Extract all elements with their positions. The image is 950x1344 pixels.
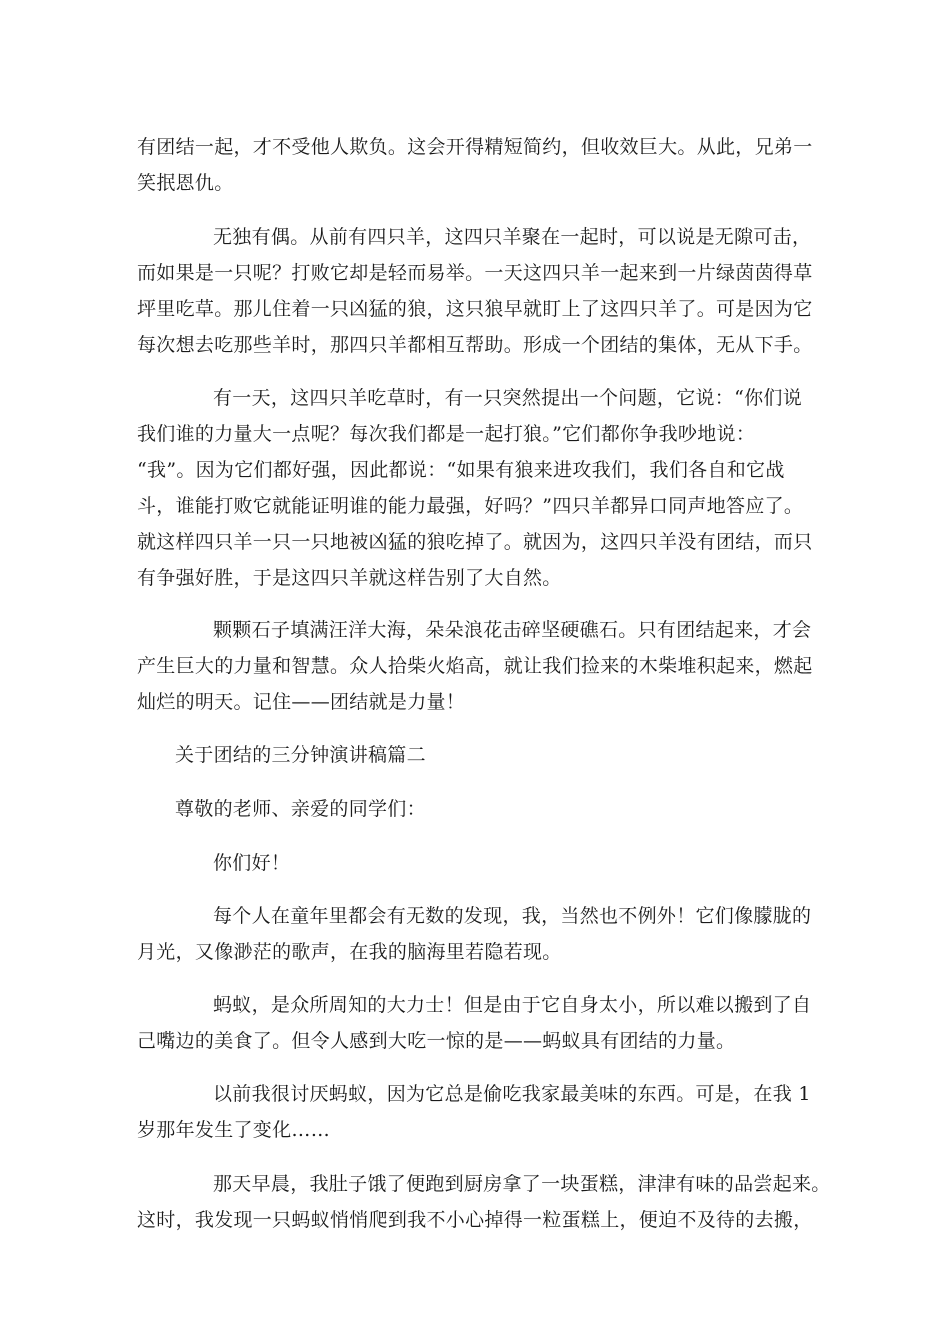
text-line: 有争强好胜，于是这四只羊就这样告别了大自然。 (137, 567, 562, 589)
salutation: 尊敬的老师、亲爱的同学们： (175, 798, 426, 820)
text-line: 无独有偶。从前有四只羊，这四只羊聚在一起时，可以说是无隙可击， (213, 226, 812, 248)
text-line: 这时，我发现一只蚂蚁悄悄爬到我不小心掉得一粒蛋糕上，便迫不及待的去搬， (137, 1209, 813, 1231)
text-line: 灿烂的明天。记住——团结就是力量！ (137, 691, 466, 713)
text-line: 每个人在童年里都会有无数的发现，我，当然也不例外！它们像朦胧的 (213, 905, 812, 927)
text-line: 月光，又像渺茫的歌声，在我的脑海里若隐若现。 (137, 941, 562, 963)
text-line: 就这样四只羊一只一只地被凶猛的狼吃掉了。就因为，这四只羊没有团结，而只 (137, 531, 813, 553)
text-line: 每次想去吃那些羊时，那四只羊都相互帮助。形成一个团结的集体，无从下手。 (137, 334, 813, 356)
text-line: 蚂蚁，是众所周知的大力士！但是由于它自身太小，所以难以搬到了自 (213, 994, 812, 1016)
text-line: 岁那年发生了变化…… (137, 1119, 331, 1141)
text-line: 而如果是一只呢？打败它却是轻而易举。一天这四只羊一起来到一片绿茵茵得草 (137, 262, 813, 284)
section-heading: 关于团结的三分钟演讲稿篇二 (175, 744, 426, 766)
text-line: 笑抿恩仇。 (137, 172, 234, 194)
text-line: “我”。因为它们都好强，因此都说：“如果有狼来进攻我们，我们各自和它战 (137, 459, 785, 481)
text-line: 以前我很讨厌蚂蚁，因为它总是偷吃我家最美味的东西。可是，在我 1 (213, 1083, 811, 1105)
text-line: 颗颗石子填满汪洋大海，朵朵浪花击碎坚硬礁石。只有团结起来，才会 (213, 619, 812, 641)
text-line: 坪里吃草。那儿住着一只凶猛的狼，这只狼早就盯上了这四只羊了。可是因为它 (137, 298, 813, 320)
text-line: 那天早晨，我肚子饿了便跑到厨房拿了一块蛋糕，津津有味的品尝起来。 (213, 1173, 831, 1195)
text-line: 有一天，这四只羊吃草时，有一只突然提出一个问题，它说：“你们说 (213, 387, 803, 409)
text-line: 斗，谁能打败它就能证明谁的能力最强，好吗？”四只羊都异口同声地答应了。 (137, 495, 804, 517)
text-line: 产生巨大的力量和智慧。众人拾柴火焰高，就让我们捡来的木柴堆积起来，燃起 (137, 655, 813, 677)
greeting: 你们好！ (213, 852, 291, 874)
text-line: 我们谁的力量大一点呢？每次我们都是一起打狼。”它们都你争我吵地说： (137, 423, 756, 445)
text-line: 有团结一起，才不受他人欺负。这会开得精短简约，但收效巨大。从此，兄弟一 (137, 136, 813, 158)
text-line: 己嘴边的美食了。但令人感到大吃一惊的是——蚂蚁具有团结的力量。 (137, 1030, 736, 1052)
